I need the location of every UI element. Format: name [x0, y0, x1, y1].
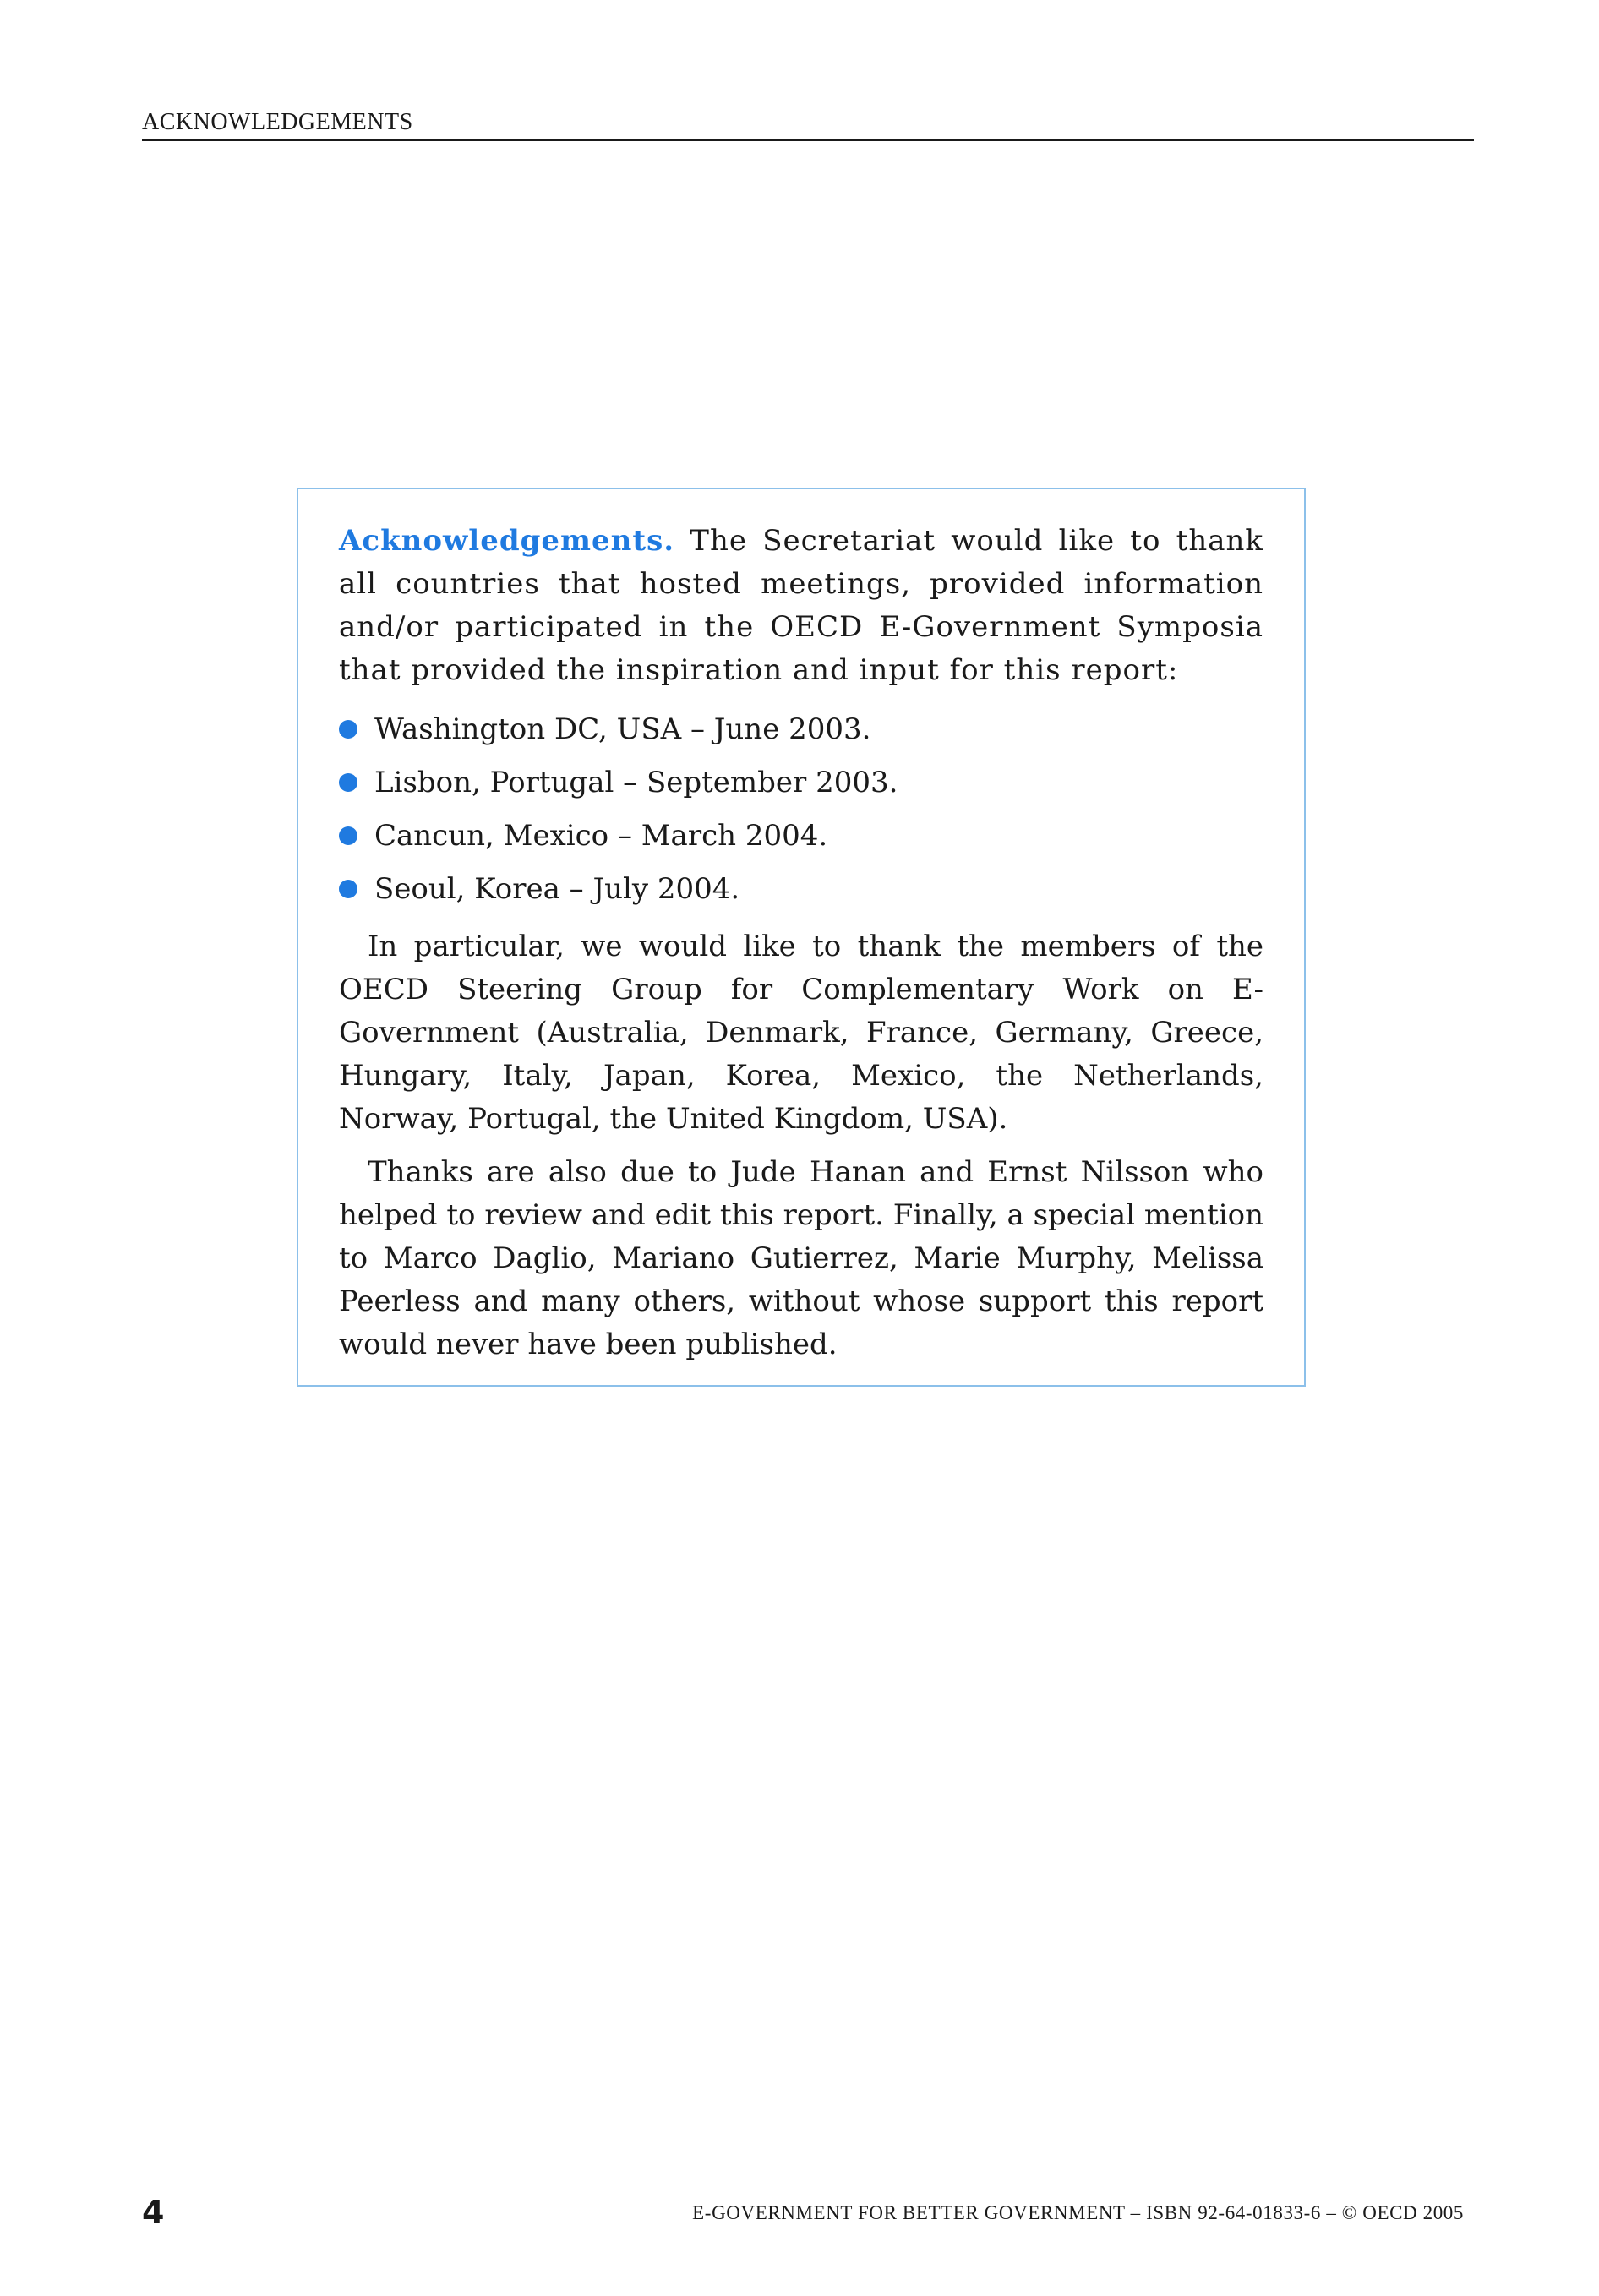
bullet-icon [339, 880, 357, 898]
bullet-icon [339, 826, 357, 845]
list-item [339, 755, 1263, 809]
list-item [339, 702, 1263, 755]
symposium-label: Seoul, Korea – July 2004. [374, 871, 740, 906]
steering-group-paragraph: In particular, we would like to thank the members of the OECD Steering Group for Complementary Work on E-Government (Australia, Denmark, France, Germany, Greece, Hungary, Italy, Japan, Korea, Mexico, the Netherlands, Norway, Portugal, the United Kingdom, USA). [339, 930, 1263, 1136]
bullet-icon [339, 720, 357, 739]
list-item [339, 862, 1263, 915]
symposia-list [339, 702, 1263, 915]
symposium-label: Lisbon, Portugal – September 2003. [374, 765, 898, 799]
thanks-paragraph: Thanks are also due to Jude Hanan and Ernst Nilsson who helped to review and edit this report. Finally, a special mention to Marco Daglio, Mariano Gutierrez, Marie Murphy, Melissa Peerless and many others, without whose support this report would never have been published. [339, 1155, 1263, 1361]
bullet-icon [339, 773, 357, 792]
publication-footer: E-GOVERNMENT FOR BETTER GOVERNMENT – ISBN 92-64-01833-6 – © OECD 2005 [692, 2202, 1464, 2223]
acknowledgements-box [297, 488, 1306, 1387]
list-item [339, 809, 1263, 862]
running-header: ACKNOWLEDGEMENTS [142, 108, 1474, 141]
acknowledgements-lead: Acknowledgements. [339, 524, 675, 558]
acknowledgements-intro [339, 520, 1263, 692]
page-number: 4 [142, 2194, 165, 2231]
symposium-label: Washington DC, USA – June 2003. [374, 712, 871, 746]
acknowledgements-intro-text: The Secretariat would like to thank all countries that hosted meetings, provided information and/or participated in the OECD E-Government Symposia that provided the inspiration and input for this report: [339, 524, 1263, 687]
symposium-label: Cancun, Mexico – March 2004. [374, 818, 828, 853]
